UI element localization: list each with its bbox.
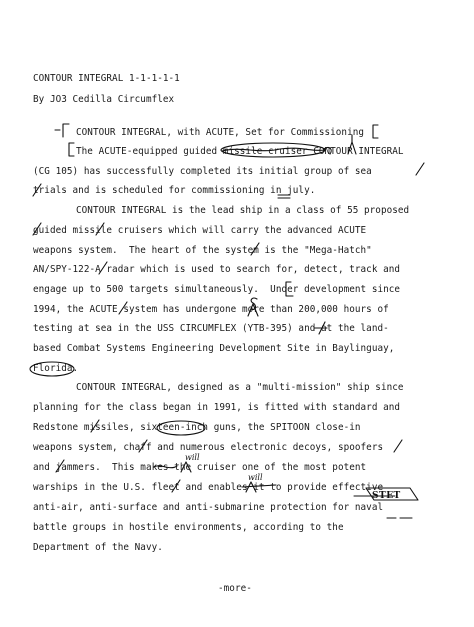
center-bracket-right <box>373 125 378 138</box>
text-segment: The ACUTE-equipped <box>76 146 184 157</box>
insert-will-annotation: will <box>248 473 263 482</box>
paragraph-2-line-5: engage up to 500 targets simultaneously. Under development since <box>33 284 401 295</box>
paragraph-3-line-6: warships in the U.S. fleet and enables it to provide effective <box>33 482 384 493</box>
paragraph-1-line-2 <box>76 146 404 158</box>
paragraph-3-line-7: anti-air, anti-surface and anti-submarine protection for naval <box>33 502 384 513</box>
paragraph-1-line-4: trials and is scheduled for commissioning in july. <box>33 185 316 196</box>
document-title: CONTOUR INTEGRAL 1-1-1-1-1 <box>33 73 180 84</box>
paragraph-1-line-3: (CG 105) has successfully completed its initial group of sea <box>33 166 372 177</box>
paragraph-2-line-6: 1994, the ACUTE system has undergone more than 200,000 hours of <box>33 304 389 315</box>
paragraph-2-line-2: guided missile cruisers which will carry the advanced ACUTE <box>33 225 367 236</box>
paragraph-3-line-2: planning for the class began in 1991, is fitted with standard and <box>33 402 401 413</box>
paragraph-2-line-9: Florida. <box>33 363 79 374</box>
headline-line: CONTOUR INTEGRAL, with ACUTE, Set for Commissioning <box>76 127 365 138</box>
paragraph-3-line-9: Department of the Navy. <box>33 542 163 553</box>
text-segment: Redstone missiles, <box>33 422 141 433</box>
text-segment: -inch guns, the SPITOON close-in <box>179 422 361 433</box>
paragraph-3-line-1: CONTOUR INTEGRAL, designed as a "multi-mission" ship since <box>76 382 404 393</box>
text-segment: CONTOUR INTEGRAL <box>307 146 404 157</box>
paragraph-2-line-8: based Combat Systems Engineering Development Site in Baylinguay, <box>33 343 395 354</box>
more-marker: -more- <box>218 583 252 594</box>
lowercase-slash <box>416 163 424 175</box>
paragraph-3-line-3 <box>33 422 361 434</box>
paragraph-2-line-3: weapons system. The heart of the system is the "Mega-Hatch" <box>33 245 372 256</box>
paragraph-3-line-4: weapons system, chaff and numerous electronic decoys, spoofers <box>33 442 384 453</box>
paragraph-2-line-1: CONTOUR INTEGRAL is the lead ship in a class of 55 proposed <box>76 205 410 216</box>
paragraph-2-line-7: testing at sea in the USS CIRCUMFLEX (YTB-395) and at the land- <box>33 323 389 334</box>
circled-word: sixteen <box>140 422 180 433</box>
stet-annotation: STET <box>372 491 401 501</box>
lowercase-slash <box>394 440 402 452</box>
paragraph-2-line-4: AN/SPY-122-A radar which is used to search for, detect, track and <box>33 264 401 275</box>
paragraph-3-line-8: battle groups in hostile environments, according to the <box>33 522 344 533</box>
move-left-bracket <box>69 143 74 156</box>
paragraph-3-line-5: and jammers. This makes the cruiser one of the most potent <box>33 462 367 473</box>
byline: By JO3 Cedilla Circumflex <box>33 94 175 105</box>
insert-will-annotation: will <box>185 453 200 462</box>
center-bracket-left <box>55 124 69 137</box>
deleted-text: guided missile cruiser <box>183 146 308 157</box>
